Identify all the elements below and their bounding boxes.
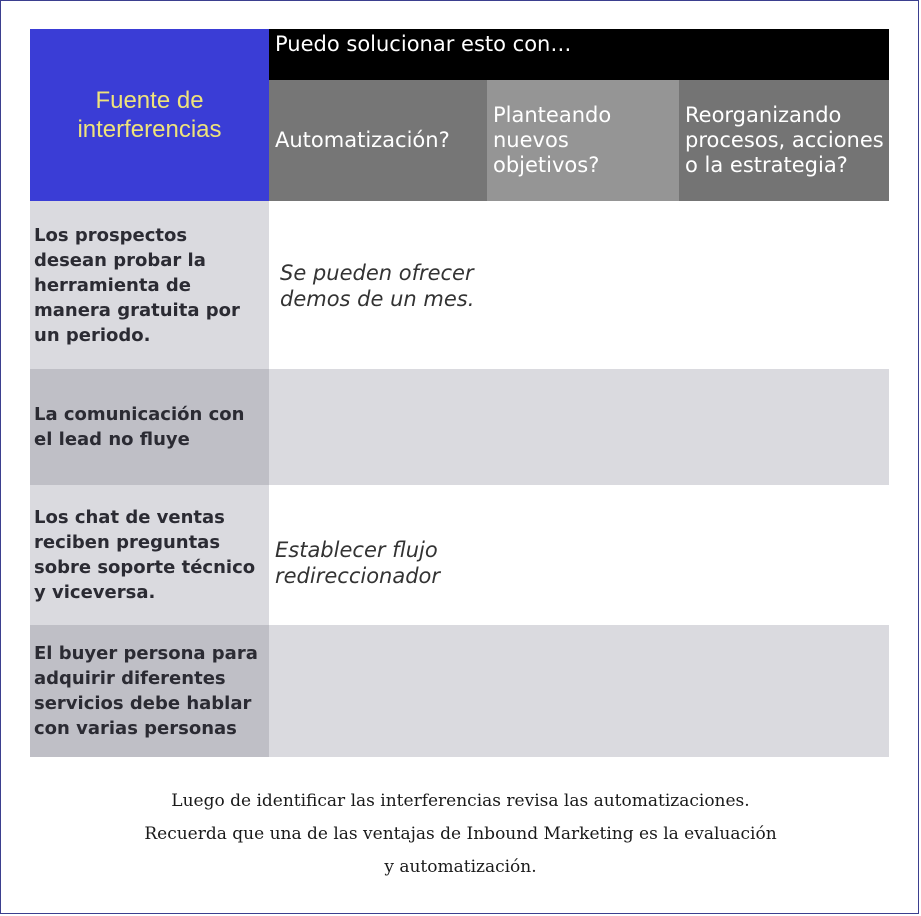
table-row-source: La comunicación con el lead no fluye	[30, 369, 269, 485]
table-row-source: Los prospectos desean probar la herramienta de manera gratuita por un periodo.	[30, 201, 269, 369]
table-row-source: Los chat de ventas reciben preguntas sobre soporte técnico y viceversa.	[30, 485, 269, 625]
answer-automatizacion: Se pueden ofrecer demos de un mes.	[280, 261, 475, 311]
table-row-source: El buyer persona para adquirir diferentes servicios debe hablar con varias personas	[30, 625, 269, 757]
note-line-1: Luego de identificar las interferencias revisa las automatizaciones.	[171, 791, 750, 811]
table-row-body	[269, 369, 889, 485]
table-row-body	[269, 201, 889, 369]
header-objetivos: Planteando nuevos objetivos?	[487, 80, 679, 201]
header-source: Fuente de interferencias	[30, 29, 269, 201]
table-row-body	[269, 485, 889, 625]
answer-automatizacion: Establecer flujo redireccionador	[275, 538, 441, 588]
table-row-body	[269, 625, 889, 757]
note-line-3: y automatización.	[384, 857, 537, 877]
note-line-2: Recuerda que una de las ventajas de Inbound Marketing es la evaluación	[144, 824, 777, 844]
header-reorganizacion: Reorganizando procesos, acciones o la estrategia?	[679, 80, 889, 201]
footer-note	[0, 785, 921, 884]
header-automatizacion: Automatización?	[269, 80, 487, 201]
header-group: Puedo solucionar esto con…	[269, 29, 889, 80]
